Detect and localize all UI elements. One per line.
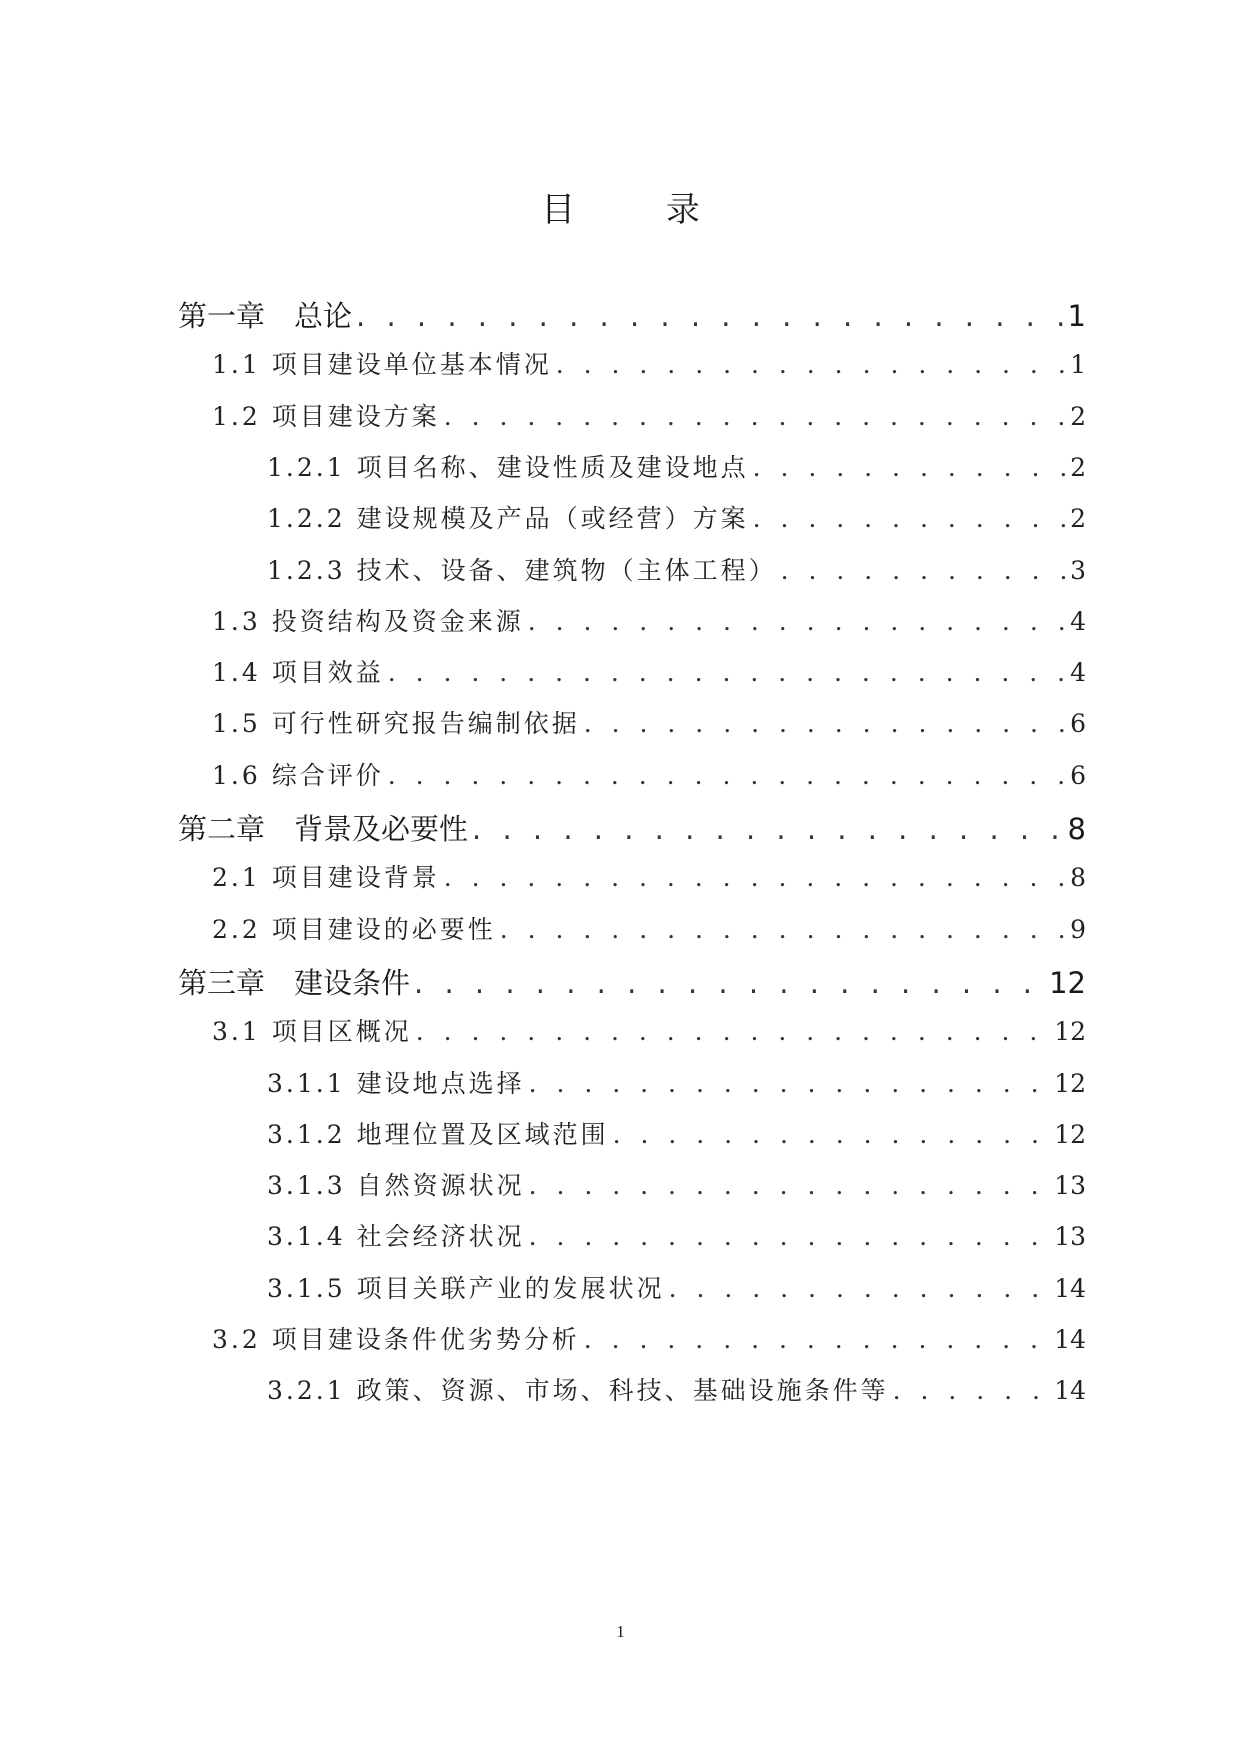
toc-entry-number: 3.2.1 [267, 1376, 346, 1406]
toc-section-entry[interactable] [212, 704, 1086, 744]
page-number: 1 [616, 1622, 625, 1641]
toc-entry-title: 项目建设条件优劣势分析 [271, 1325, 580, 1354]
toc-entry-page: 13 [1054, 1171, 1086, 1201]
toc-entry-number: 1.6 [212, 760, 261, 790]
toc-entry-title: 建设条件 [294, 965, 411, 1000]
toc-entry-page: 1 [1067, 299, 1086, 333]
toc-entry-title: 项目效益 [271, 658, 384, 688]
toc-entry-title: 背景及必要性 [294, 812, 469, 846]
toc-section-entry[interactable] [267, 1115, 1086, 1155]
toc-entry-page: 14 [1054, 1376, 1086, 1406]
toc-section-entry[interactable] [212, 910, 1086, 950]
toc-entry-number: 3.1.4 [267, 1222, 346, 1252]
toc-dot-leader [529, 1171, 1051, 1200]
toc-entry-number: 第三章 [178, 965, 266, 1000]
toc-entry-title: 项目名称、建设性质及建设地点 [356, 452, 749, 482]
toc-dot-leader [416, 1017, 1050, 1046]
toc-dot-leader [500, 915, 1066, 944]
toc-entry-page: 12 [1054, 1119, 1086, 1149]
toc-section-entry[interactable] [212, 858, 1086, 898]
toc-section-entry[interactable] [267, 1166, 1086, 1206]
toc-entry-title: 政策、资源、市场、科技、基础设施条件等 [356, 1376, 889, 1406]
toc-dot-leader [528, 607, 1066, 636]
toc-entry-title: 项目建设背景 [271, 863, 440, 893]
page-title: 目 录 [541, 190, 740, 230]
toc-chapter-entry[interactable] [178, 807, 1086, 847]
toc-entry-title: 项目建设方案 [271, 401, 440, 431]
toc-dot-leader [781, 556, 1067, 585]
toc-section-entry[interactable] [212, 397, 1086, 437]
toc-section-entry[interactable] [267, 448, 1086, 488]
toc-dot-leader [584, 709, 1066, 738]
toc-section-entry[interactable] [212, 1012, 1086, 1052]
toc-entry-page: 9 [1070, 914, 1086, 944]
toc-entry-number: 3.1.2 [267, 1119, 346, 1149]
toc-entry-number: 2.1 [212, 863, 261, 893]
toc-entry-number: 第一章 [178, 299, 266, 333]
toc-entry-title: 总论 [294, 299, 353, 333]
toc-entry-page: 6 [1070, 760, 1086, 790]
toc-entry-number: 1.2.1 [267, 452, 346, 482]
toc-entry-number: 2.2 [212, 914, 261, 944]
toc-entry-number: 1.2.3 [267, 555, 346, 585]
toc-dot-leader [472, 812, 1064, 846]
toc-section-entry[interactable] [267, 1269, 1086, 1309]
toc-dot-leader [356, 299, 1064, 333]
toc-dot-leader [893, 1376, 1051, 1405]
toc-entry-title: 项目建设的必要性 [271, 914, 496, 944]
toc-entry-title: 建设规模及产品（或经营）方案 [356, 504, 749, 534]
toc-entry-title: 技术、设备、建筑物（主体工程） [356, 555, 777, 585]
toc-chapter-entry[interactable] [178, 294, 1086, 334]
toc-dot-leader [584, 1325, 1050, 1354]
toc-entry-page: 3 [1070, 555, 1086, 585]
toc-entry-page: 12 [1054, 1068, 1086, 1098]
toc-entry-page: 2 [1070, 504, 1086, 534]
toc-dot-leader [388, 761, 1066, 790]
toc-entry-title: 建设地点选择 [356, 1068, 525, 1098]
toc-entry-number: 3.1.5 [267, 1273, 346, 1303]
toc-section-entry[interactable] [212, 653, 1086, 693]
toc-dot-leader [414, 966, 1045, 1000]
toc-entry-number: 1.2 [212, 401, 261, 431]
toc-entry-page: 8 [1067, 812, 1086, 846]
toc-entry-page: 13 [1054, 1222, 1086, 1252]
toc-entry-title: 地理位置及区域范围 [356, 1119, 609, 1149]
toc-section-entry[interactable] [212, 1320, 1086, 1360]
toc-section-entry[interactable] [267, 1371, 1086, 1411]
toc-entry-title: 社会经济状况 [356, 1222, 525, 1252]
toc-dot-leader [444, 402, 1066, 431]
toc-entry-number: 3.1 [212, 1017, 261, 1047]
toc-entry-number: 3.1.1 [267, 1068, 346, 1098]
toc-entry-number: 1.2.2 [267, 504, 346, 534]
toc-entry-number: 1.5 [212, 709, 261, 739]
toc-entry-title: 综合评价 [271, 760, 384, 790]
toc-dot-leader [613, 1120, 1051, 1149]
toc-entry-page: 4 [1070, 658, 1086, 688]
toc-entry-number: 3.1.3 [267, 1171, 346, 1201]
toc-section-entry[interactable] [212, 345, 1086, 385]
toc-dot-leader [753, 453, 1067, 482]
toc-dot-leader [753, 504, 1067, 533]
toc-entry-page: 2 [1070, 452, 1086, 482]
toc-entry-page: 4 [1070, 606, 1086, 636]
toc-entry-number: 1.4 [212, 658, 261, 688]
toc-dot-leader [529, 1222, 1051, 1251]
toc-entry-number: 1.3 [212, 606, 261, 636]
toc-entry-number: 第二章 [178, 812, 266, 846]
toc-dot-leader [388, 658, 1066, 687]
toc-chapter-entry[interactable] [178, 961, 1086, 1001]
toc-section-entry[interactable] [267, 499, 1086, 539]
toc-section-entry[interactable] [267, 1064, 1086, 1104]
toc-section-entry[interactable] [212, 756, 1086, 796]
toc-dot-leader [556, 350, 1066, 379]
toc-entry-title: 投资结构及资金来源 [271, 606, 524, 636]
toc-entry-page: 6 [1070, 709, 1086, 739]
toc-entry-number: 1.1 [212, 350, 261, 380]
toc-dot-leader [529, 1069, 1051, 1098]
toc-section-entry[interactable] [267, 1217, 1086, 1257]
toc-entry-page: 8 [1070, 863, 1086, 893]
toc-dot-leader [669, 1274, 1051, 1303]
toc-entry-page: 14 [1054, 1273, 1086, 1303]
toc-entry-title: 自然资源状况 [356, 1171, 525, 1201]
toc-entry-page: 2 [1070, 401, 1086, 431]
toc-entry-title: 项目关联产业的发展状况 [356, 1273, 665, 1303]
toc-entry-page: 1 [1070, 350, 1086, 380]
toc-section-entry[interactable] [212, 602, 1086, 642]
toc-entry-title: 可行性研究报告编制依据 [271, 709, 580, 739]
toc-entry-number: 3.2 [212, 1325, 261, 1354]
toc-entry-page: 12 [1049, 965, 1086, 1000]
toc-entry-title: 项目区概况 [271, 1017, 412, 1047]
toc-entry-page: 12 [1054, 1017, 1086, 1047]
toc-section-entry[interactable] [267, 551, 1086, 591]
toc-entry-page: 14 [1054, 1325, 1086, 1354]
toc-entry-title: 项目建设单位基本情况 [271, 350, 552, 380]
toc-dot-leader [444, 863, 1066, 892]
